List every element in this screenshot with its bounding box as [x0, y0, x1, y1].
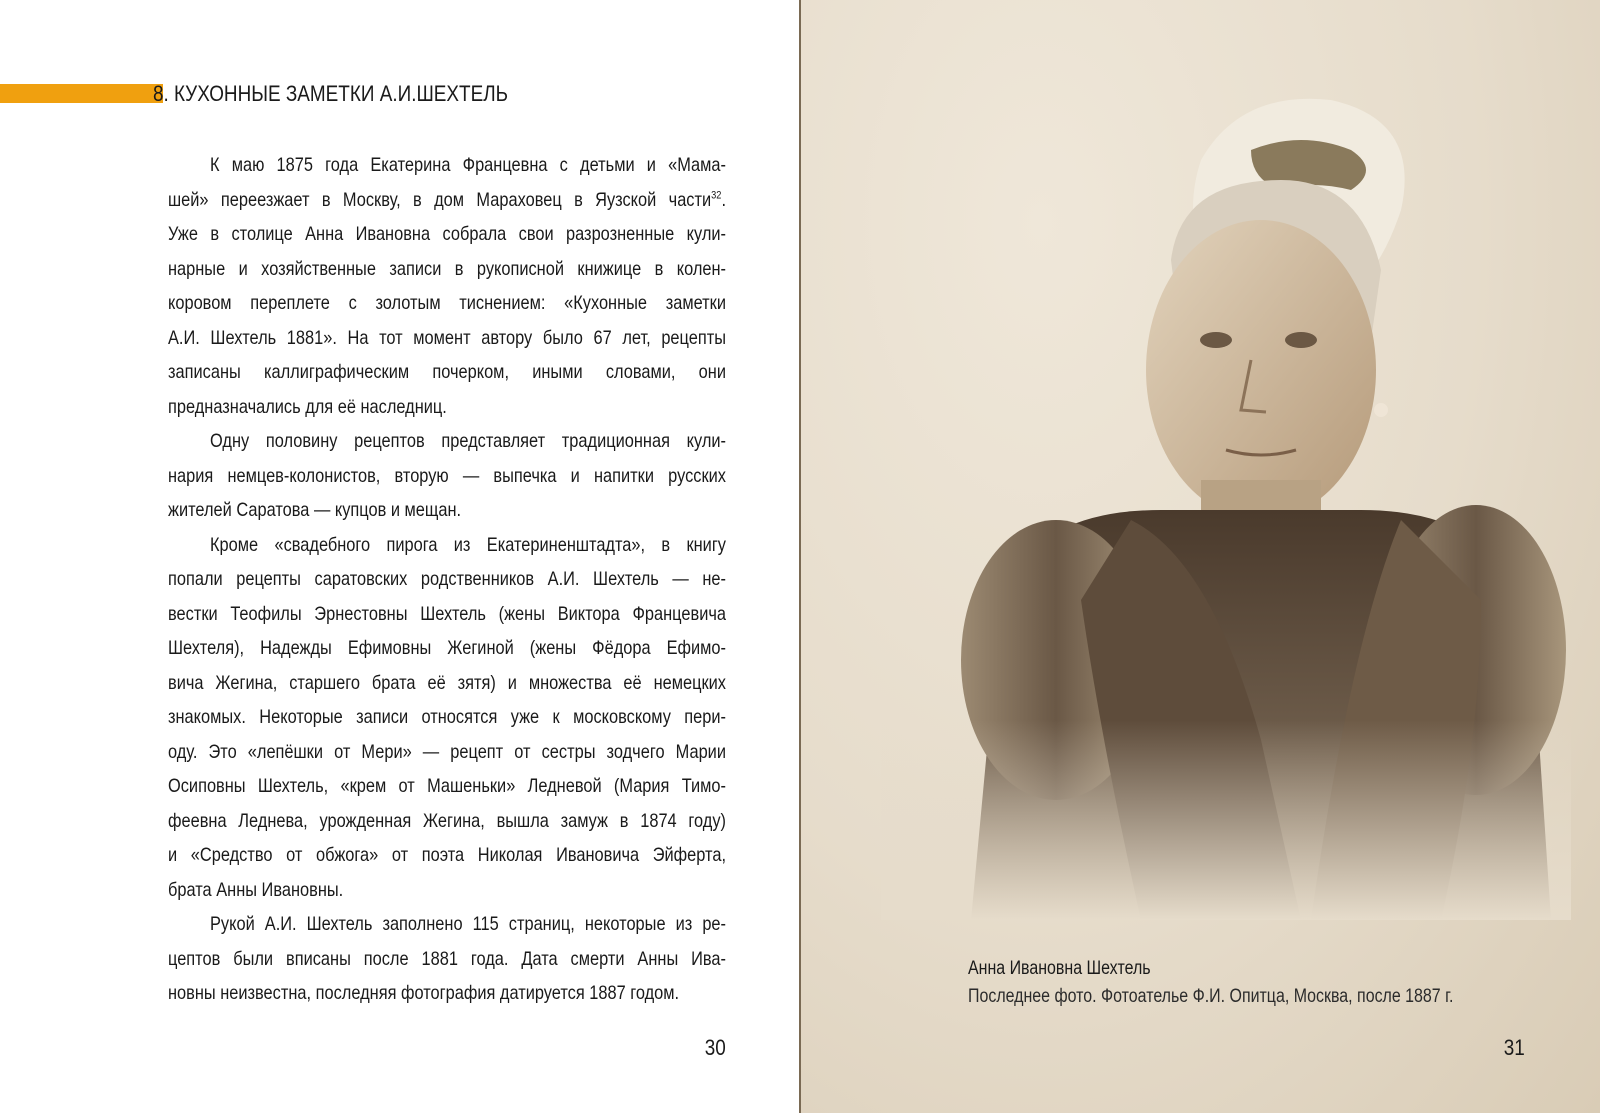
text-line-content: [168, 286, 726, 321]
text-line: [168, 838, 726, 873]
photo-caption: [968, 955, 1546, 1011]
text-line: [168, 493, 726, 528]
text-line: [168, 942, 726, 977]
text-line-tail: .: [721, 188, 726, 211]
text-line-content: [168, 183, 726, 218]
text-line-content: [168, 390, 726, 425]
text-line-text: вича Жегина, старшего брата её зятя) и множества её немецких: [168, 671, 726, 694]
text-line-content: [168, 700, 726, 735]
text-line-text: Рукой А.И. Шехтель заполнено 115 страниц, некоторые из ре-: [210, 913, 726, 935]
text-line-content: [168, 631, 726, 666]
text-line: [168, 528, 726, 563]
text-line: [168, 597, 726, 632]
text-line: [168, 252, 726, 287]
text-line-content: [168, 769, 726, 804]
portrait-photo: [881, 40, 1571, 920]
text-line-text: записаны каллиграфическим почерком, иными словами, они: [168, 361, 726, 383]
text-line: [168, 148, 726, 183]
text-line-content: [168, 838, 726, 873]
text-line: [168, 666, 726, 701]
text-line-content: [168, 252, 726, 287]
text-line-text: А.И. Шехтель 1881». На тот момент автору было 67 лет, рецепты: [168, 326, 726, 349]
text-line-text: и «Средство от обжога» от поэта Николая Ивановича Эйферта,: [168, 844, 726, 866]
text-line-text: новны неизвестна, последняя фотография датируется 1887 годом.: [168, 982, 680, 1004]
text-line: [168, 286, 726, 321]
text-line-text: вестки Теофилы Эрнестовны Шехтель (жены Виктора Францевича: [168, 602, 726, 625]
text-line-content: [168, 804, 726, 839]
text-line: [168, 700, 726, 735]
text-line-content: [210, 528, 726, 563]
chapter-heading: [153, 79, 508, 109]
text-line-text: оду. Это «лепёшки от Мери» — рецепт от сестры зодчего Марии: [168, 740, 726, 763]
text-line-text: знакомых. Некоторые записи относятся уже к московскому пери-: [168, 706, 726, 728]
text-line-content: [210, 907, 726, 942]
caption-name: Анна Ивановна Шехтель: [968, 958, 1151, 979]
text-line-content: [168, 355, 726, 390]
text-line-text: коровом переплете с золотым тиснением: «Кухонные заметки: [168, 292, 726, 314]
chapter-title: КУХОННЫЕ ЗАМЕТКИ А.И.ШЕХТЕЛЬ: [173, 81, 509, 106]
heading-accent-bar: [0, 84, 163, 103]
text-line: [168, 735, 726, 770]
text-line-content: [168, 597, 726, 632]
text-line: [168, 976, 726, 1011]
text-line: [168, 459, 726, 494]
text-line-text: феевна Леднева, урожденная Жегина, вышла замуж в 1874 году): [168, 809, 726, 832]
text-line: [168, 217, 726, 252]
text-line: [168, 631, 726, 666]
text-line-text: брата Анны Ивановны.: [168, 878, 344, 901]
text-line-content: [168, 493, 726, 528]
text-line-content: [168, 562, 726, 597]
body-text: [168, 148, 726, 1011]
text-line-text: предназначались для её наследниц.: [168, 395, 447, 418]
text-line-text: шей» переезжает в Москву, в дом Мараховец в Яузской части: [168, 188, 712, 211]
right-page: [801, 0, 1600, 1113]
text-line-content: [168, 873, 726, 908]
text-line-content: [168, 942, 726, 977]
text-line: [168, 873, 726, 908]
text-line-text: Шехтеля), Надежды Ефимовны Жегиной (жены Фёдора Ефимо-: [168, 637, 726, 659]
text-line-text: попали рецепты саратовских родственников А.И. Шехтель — не-: [168, 568, 726, 590]
text-line-text: жителей Саратова — купцов и мещан.: [168, 499, 462, 521]
text-line-content: [168, 459, 726, 494]
text-line-content: [210, 148, 726, 183]
text-line-text: нарные и хозяйственные записи в рукописной книжице в колен-: [168, 257, 726, 280]
text-line: [168, 183, 726, 218]
text-line: [168, 355, 726, 390]
text-line-text: Одну половину рецептов представляет традиционная кули-: [210, 430, 726, 452]
text-line-text: Кроме «свадебного пирога из Екатериненштадта», в книгу: [210, 533, 726, 556]
text-line-text: К маю 1875 года Екатерина Францевна с детьми и «Мама-: [210, 154, 726, 176]
page-number-left: 30: [704, 1035, 726, 1060]
footnote-ref: 32: [711, 189, 722, 201]
text-line-text: нария немцев-колонистов, вторую — выпечка и напитки русских: [168, 464, 726, 487]
text-line: [168, 907, 726, 942]
page-number-right: 31: [1503, 1035, 1525, 1060]
text-line-text: Осиповны Шехтель, «крем от Машеньки» Ледневой (Мария Тимо-: [168, 775, 726, 797]
text-line: [168, 390, 726, 425]
text-line-content: [210, 424, 726, 459]
text-line: [168, 769, 726, 804]
text-line-content: [168, 666, 726, 701]
text-line-content: [168, 217, 726, 252]
text-line-content: [168, 735, 726, 770]
chapter-number: 8.: [153, 81, 169, 106]
text-line: [168, 804, 726, 839]
text-line-content: [168, 976, 726, 1011]
text-line: [168, 562, 726, 597]
text-line: [168, 321, 726, 356]
text-line: [168, 424, 726, 459]
text-line-text: Уже в столице Анна Ивановна собрала свои разрозненные кули-: [168, 223, 726, 245]
text-line-content: [168, 321, 726, 356]
text-line-text: цептов были вписаны после 1881 года. Дата смерти Анны Ива-: [168, 947, 726, 970]
caption-description: Последнее фото. Фотоателье Ф.И. Опитца, Москва, после 1887 г.: [968, 986, 1454, 1007]
